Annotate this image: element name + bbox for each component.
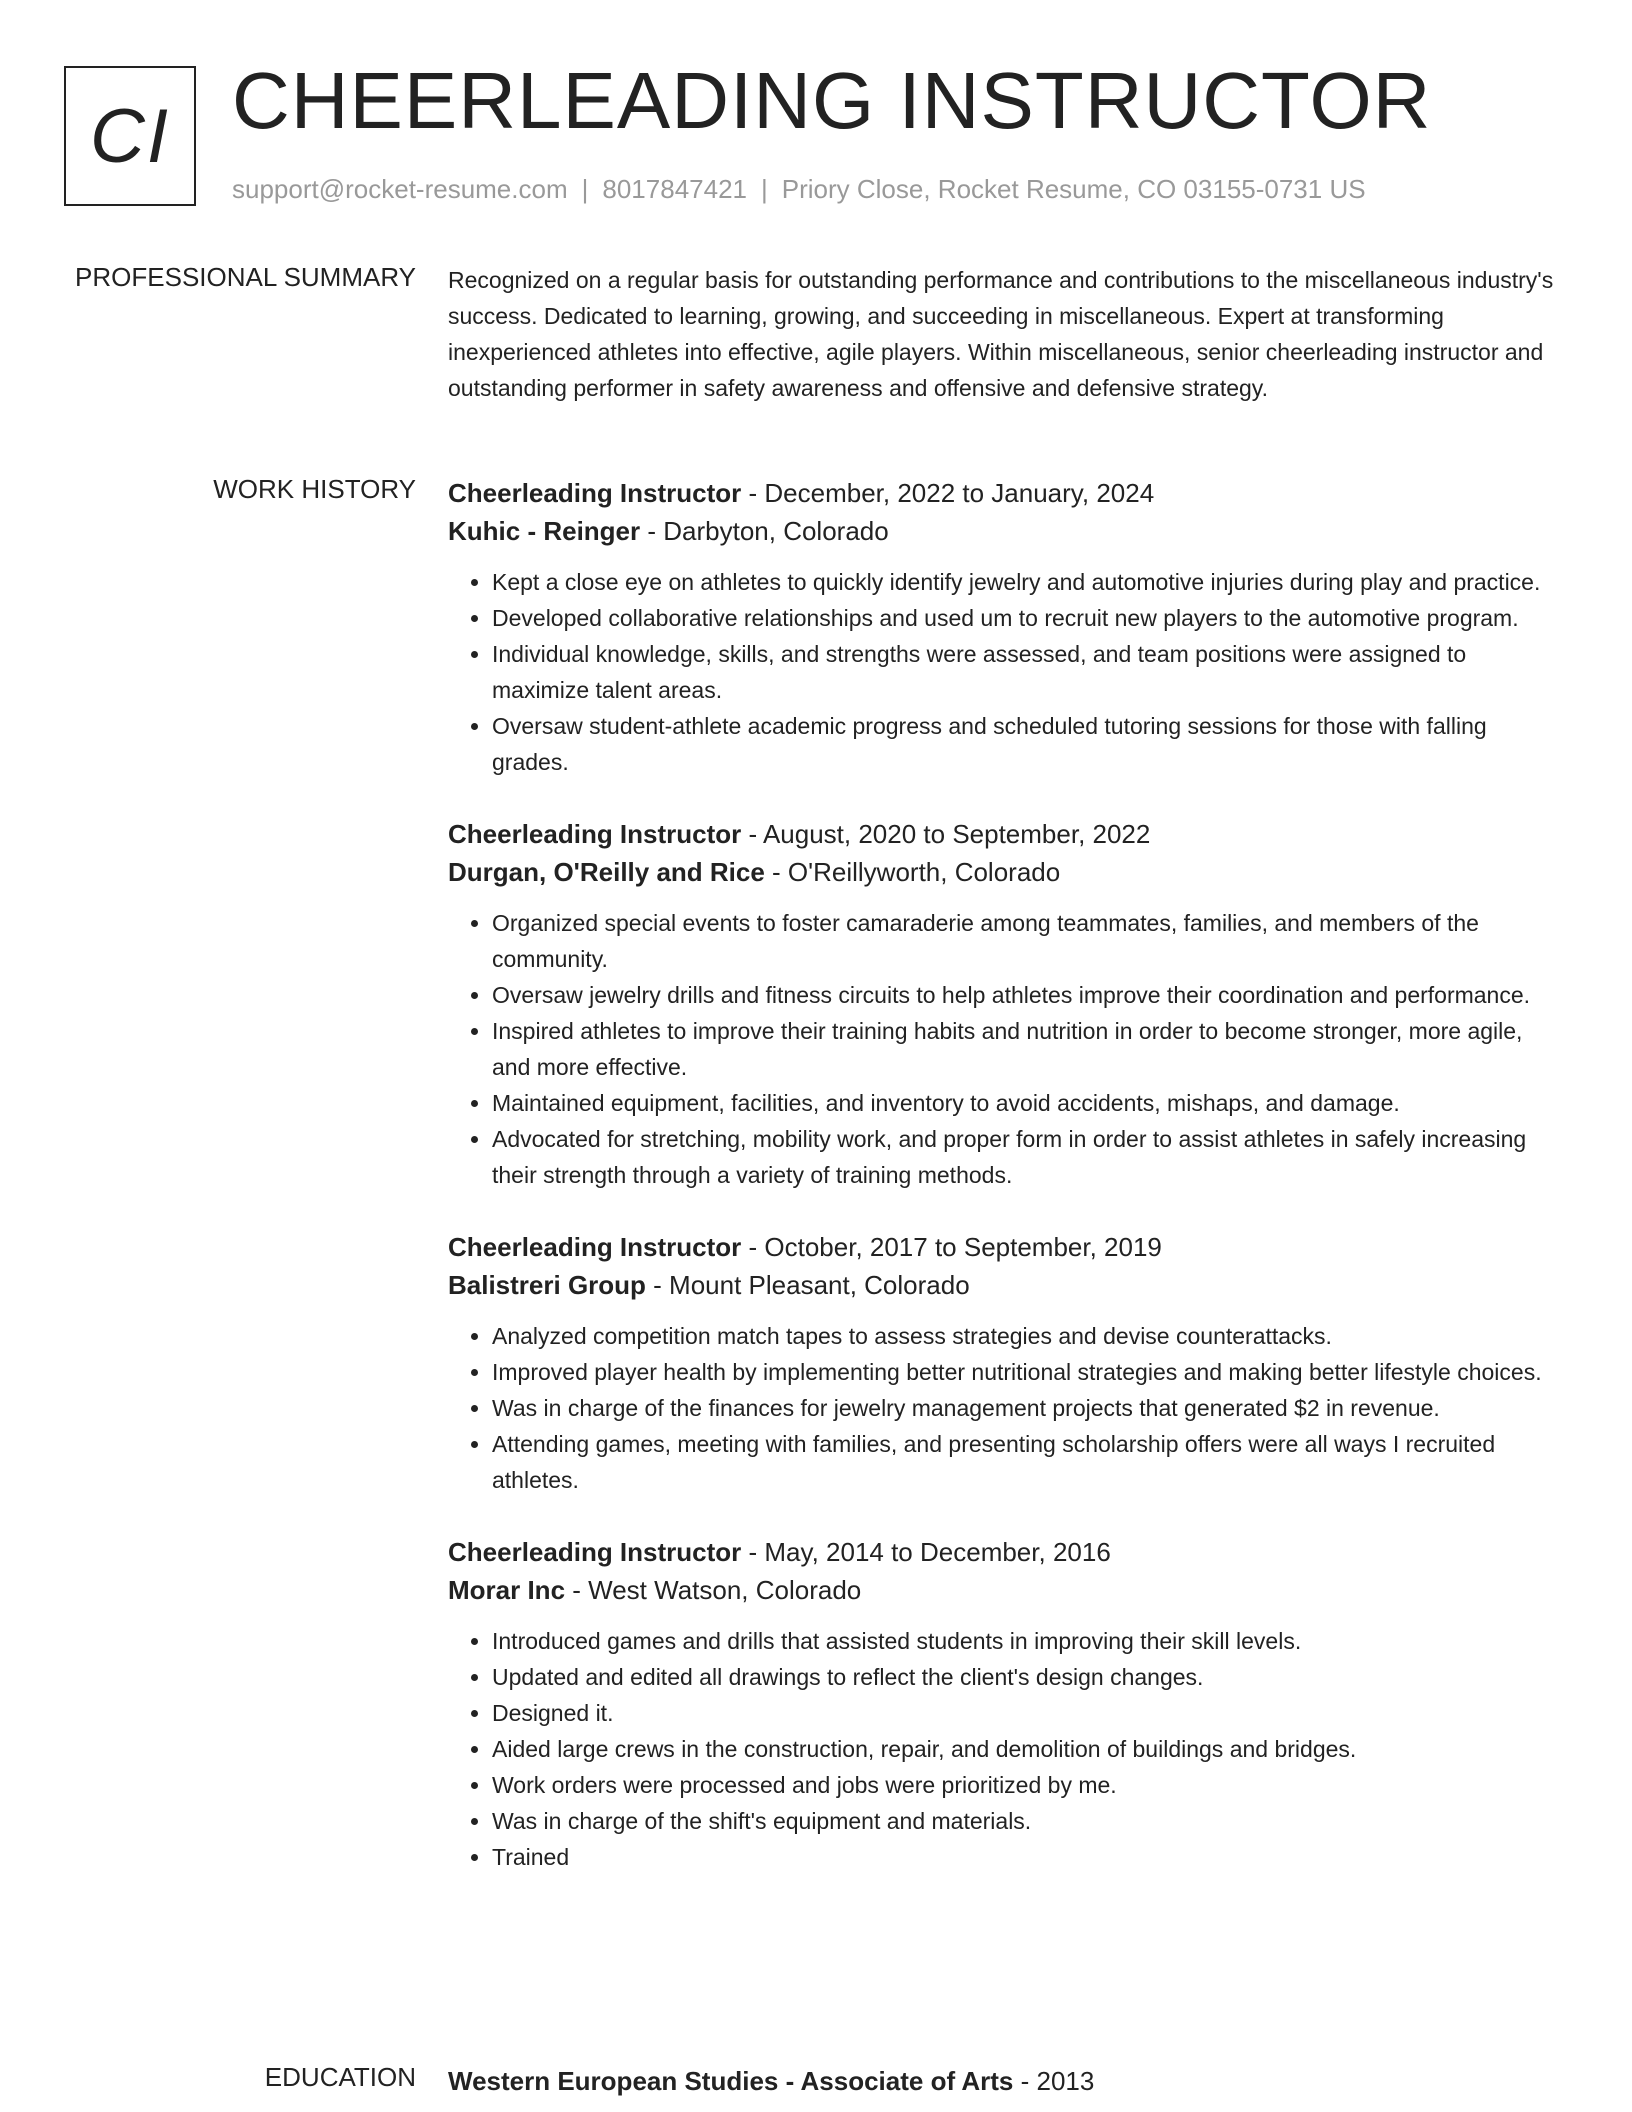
- job-dates: - May, 2014 to December, 2016: [741, 1537, 1111, 1567]
- job-bullets: [448, 1623, 1563, 1875]
- summary-body: [448, 262, 1563, 406]
- job-dates: - December, 2022 to January, 2024: [741, 478, 1155, 508]
- job-bullet: • Analyzed competition match tapes to assess strategies and devise counterattacks.: [492, 1318, 1563, 1354]
- job-bullet: • Developed collaborative relationships and used um to recruit new players to the automotive program.: [492, 600, 1563, 636]
- education-degree: Western European Studies - Associate of Arts: [448, 2066, 1014, 2096]
- education-body: [448, 2062, 1563, 2100]
- job-bullet: • Kept a close eye on athletes to quickly identify jewelry and automotive injuries during play and practice.: [492, 564, 1563, 600]
- job-company: Durgan, O'Reilly and Rice: [448, 857, 765, 887]
- job-company: Kuhic - Reinger: [448, 516, 641, 546]
- job-bullet: • Maintained equipment, facilities, and inventory to avoid accidents, mishaps, and damage.: [492, 1085, 1563, 1121]
- job-title-line: [448, 1228, 1563, 1266]
- job-bullet: • Oversaw jewelry drills and fitness circuits to help athletes improve their coordination and performance.: [492, 977, 1563, 1013]
- contact-address: Priory Close, Rocket Resume, CO 03155-0731 US: [781, 174, 1366, 204]
- job-title-line: [448, 1533, 1563, 1571]
- contact-email[interactable]: support@rocket-resume.com: [232, 174, 568, 204]
- job-entry: [448, 815, 1563, 1193]
- job-bullet: • Introduced games and drills that assisted students in improving their skill levels.: [492, 1623, 1563, 1659]
- job-bullet: • Oversaw student-athlete academic progress and scheduled tutoring sessions for those with falling grades.: [492, 708, 1563, 780]
- job-bullet: • Advocated for stretching, mobility work, and proper form in order to assist athletes in safely increasing their strength through a variety of training methods.: [492, 1121, 1563, 1193]
- job-bullet: • Attending games, meeting with families, and presenting scholarship offers were all ways I recruited athletes.: [492, 1426, 1563, 1498]
- job-bullets: [448, 564, 1563, 780]
- job-title: Cheerleading Instructor: [448, 1537, 742, 1567]
- job-bullets: [448, 905, 1563, 1193]
- job-company-line: [448, 512, 1563, 550]
- job-company-line: [448, 1571, 1563, 1609]
- job-entry: [448, 1228, 1563, 1498]
- job-bullet: • Improved player health by implementing better nutritional strategies and making better lifestyle choices.: [492, 1354, 1563, 1390]
- contact-line: [232, 174, 1366, 205]
- job-bullets: [448, 1318, 1563, 1498]
- job-bullet: • Designed it.: [492, 1695, 1563, 1731]
- section-label-summary: PROFESSIONAL SUMMARY: [75, 262, 416, 292]
- job-location: - Mount Pleasant, Colorado: [645, 1270, 970, 1300]
- resume-name: CHEERLEADING INSTRUCTOR: [232, 56, 1432, 145]
- job-dates: - October, 2017 to September, 2019: [741, 1232, 1162, 1262]
- job-title: Cheerleading Instructor: [448, 1232, 742, 1262]
- job-title: Cheerleading Instructor: [448, 478, 742, 508]
- job-title: Cheerleading Instructor: [448, 819, 742, 849]
- job-company: Morar Inc: [448, 1575, 566, 1605]
- job-bullet: • Organized special events to foster camaraderie among teammates, families, and members of the community.: [492, 905, 1563, 977]
- section-label-work: WORK HISTORY: [213, 474, 416, 504]
- job-bullet: • Individual knowledge, skills, and strengths were assessed, and team positions were assigned to maximize talent areas.: [492, 636, 1563, 708]
- job-title-line: [448, 815, 1563, 853]
- job-bullet: • Trained: [492, 1839, 1563, 1875]
- job-bullet: • Inspired athletes to improve their training habits and nutrition in order to become stronger, more agile, and more effective.: [492, 1013, 1563, 1085]
- job-company: Balistreri Group: [448, 1270, 646, 1300]
- monogram-logo: CI: [64, 66, 196, 206]
- job-location: - O'Reillyworth, Colorado: [764, 857, 1061, 887]
- job-entry: [448, 1533, 1563, 1875]
- job-bullet: • Aided large crews in the construction, repair, and demolition of buildings and bridges.: [492, 1731, 1563, 1767]
- education-line: [448, 2062, 1563, 2100]
- job-bullet: • Work orders were processed and jobs were prioritized by me.: [492, 1767, 1563, 1803]
- job-dates: - August, 2020 to September, 2022: [741, 819, 1151, 849]
- education-year: - 2013: [1013, 2066, 1095, 2096]
- job-bullet: • Was in charge of the shift's equipment and materials.: [492, 1803, 1563, 1839]
- job-company-line: [448, 853, 1563, 891]
- job-bullet: • Updated and edited all drawings to reflect the client's design changes.: [492, 1659, 1563, 1695]
- job-entry: [448, 474, 1563, 780]
- job-title-line: [448, 474, 1563, 512]
- job-location: - West Watson, Colorado: [565, 1575, 862, 1605]
- contact-phone[interactable]: 8017847421: [602, 174, 747, 204]
- work-body: [448, 474, 1563, 1910]
- job-company-line: [448, 1266, 1563, 1304]
- summary-text: Recognized on a regular basis for outstanding performance and contributions to the miscellaneous industry's success. Dedicated to learning, growing, and succeeding in miscellaneous. Expert at transforming inexperienced athletes into effective, agile players. Within miscellaneous, senior cheerleading instructor and outstanding performer in safety awareness and offensive and defensive strategy.: [448, 267, 1554, 401]
- job-bullet: • Was in charge of the finances for jewelry management projects that generated $2 in revenue.: [492, 1390, 1563, 1426]
- section-label-education: EDUCATION: [264, 2062, 416, 2092]
- contact-separator: |: [581, 174, 589, 204]
- job-location: - Darbyton, Colorado: [640, 516, 889, 546]
- contact-separator: |: [761, 174, 768, 204]
